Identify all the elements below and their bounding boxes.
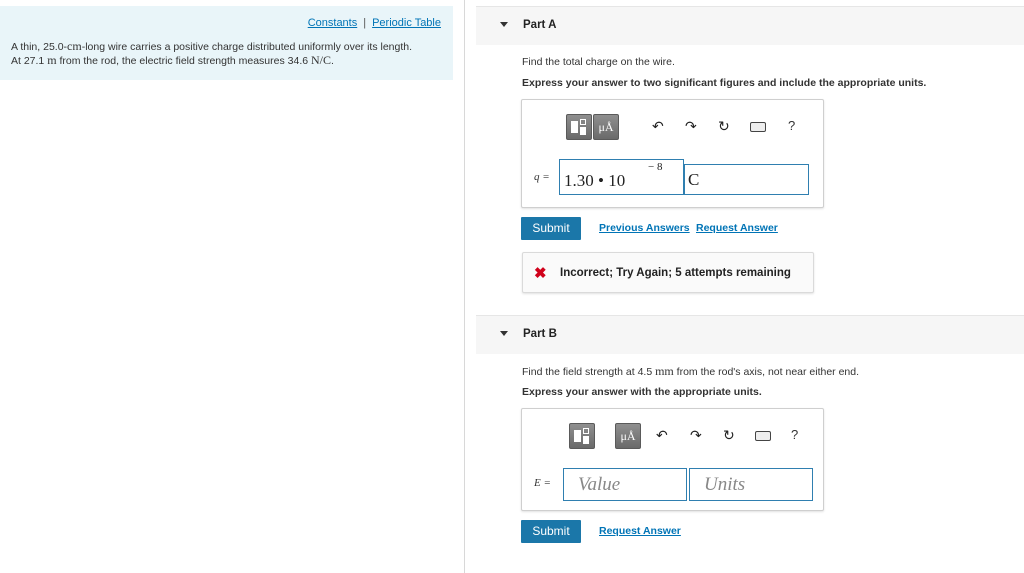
incorrect-x-icon: ✖ [534, 265, 547, 282]
units-symbol-button[interactable]: μÅ [615, 423, 641, 449]
templates-button[interactable] [569, 423, 595, 449]
part-a-answer-row [522, 159, 823, 195]
part-b-request-answer-link[interactable]: Request Answer [599, 525, 681, 537]
field-value-input[interactable]: Value [563, 468, 687, 501]
panel-divider [464, 0, 465, 573]
part-b-answer-row [522, 466, 823, 502]
part-a-title: Part A [523, 19, 557, 31]
math-toolbar [522, 114, 823, 140]
part-b-header[interactable] [476, 315, 1024, 354]
part-b-answer-box [521, 408, 824, 511]
part-b-submit-button[interactable]: Submit [521, 520, 581, 543]
keyboard-icon[interactable] [750, 122, 766, 132]
part-a-question: Find the total charge on the wire. [522, 56, 675, 68]
collapse-triangle-icon[interactable] [500, 331, 508, 336]
collapse-triangle-icon[interactable] [500, 22, 508, 27]
resource-links [308, 17, 441, 29]
part-b-question: Find the field strength at 4.5 mm from the rod's axis, not near either end. [522, 364, 860, 378]
part-b-title: Part B [523, 328, 557, 340]
incorrect-feedback [522, 252, 814, 293]
help-icon[interactable]: ? [791, 427, 799, 442]
link-separator: | [363, 17, 367, 29]
charge-variable-label: q = [534, 171, 550, 183]
part-b-instruction: Express your answer with the appropriate units. [522, 386, 762, 398]
feedback-message: Incorrect; Try Again; 5 attempts remaining [560, 267, 791, 279]
field-variable-label: E = [534, 477, 551, 489]
part-a-submit-button[interactable]: Submit [521, 217, 581, 240]
reset-icon[interactable]: ↻ [723, 427, 735, 443]
problem-statement: A thin, 25.0-cm-long wire carries a positive charge distributed uniformly over its length. At 27.1 m from the rod, the electric field strength measures 34.6 N/C. [11, 39, 413, 67]
units-symbol-button[interactable]: μÅ [593, 114, 619, 140]
periodic-table-link[interactable]: Periodic Table [372, 17, 441, 29]
field-units-input[interactable]: Units [689, 468, 813, 501]
charge-value-input[interactable]: 1.30 • 10 − 8 [559, 159, 684, 195]
redo-icon[interactable]: ↷ [690, 427, 702, 443]
redo-icon[interactable]: ↷ [685, 118, 697, 134]
part-a-header[interactable] [476, 6, 1024, 45]
help-icon[interactable]: ? [788, 118, 796, 133]
constants-link[interactable]: Constants [307, 17, 358, 29]
reset-icon[interactable]: ↻ [718, 118, 730, 134]
undo-icon[interactable]: ↶ [652, 118, 664, 134]
undo-icon[interactable]: ↶ [656, 427, 668, 443]
charge-units-input[interactable]: C [684, 164, 809, 195]
previous-answers-link[interactable]: Previous Answers [599, 222, 690, 234]
templates-button[interactable] [566, 114, 592, 140]
problem-panel [0, 6, 453, 80]
part-a-answer-box [521, 99, 824, 208]
part-a-instruction: Express your answer to two significant figures and include the appropriate units. [522, 77, 927, 89]
keyboard-icon[interactable] [755, 431, 771, 441]
part-a-request-answer-link[interactable]: Request Answer [696, 222, 778, 234]
math-toolbar [522, 423, 823, 449]
